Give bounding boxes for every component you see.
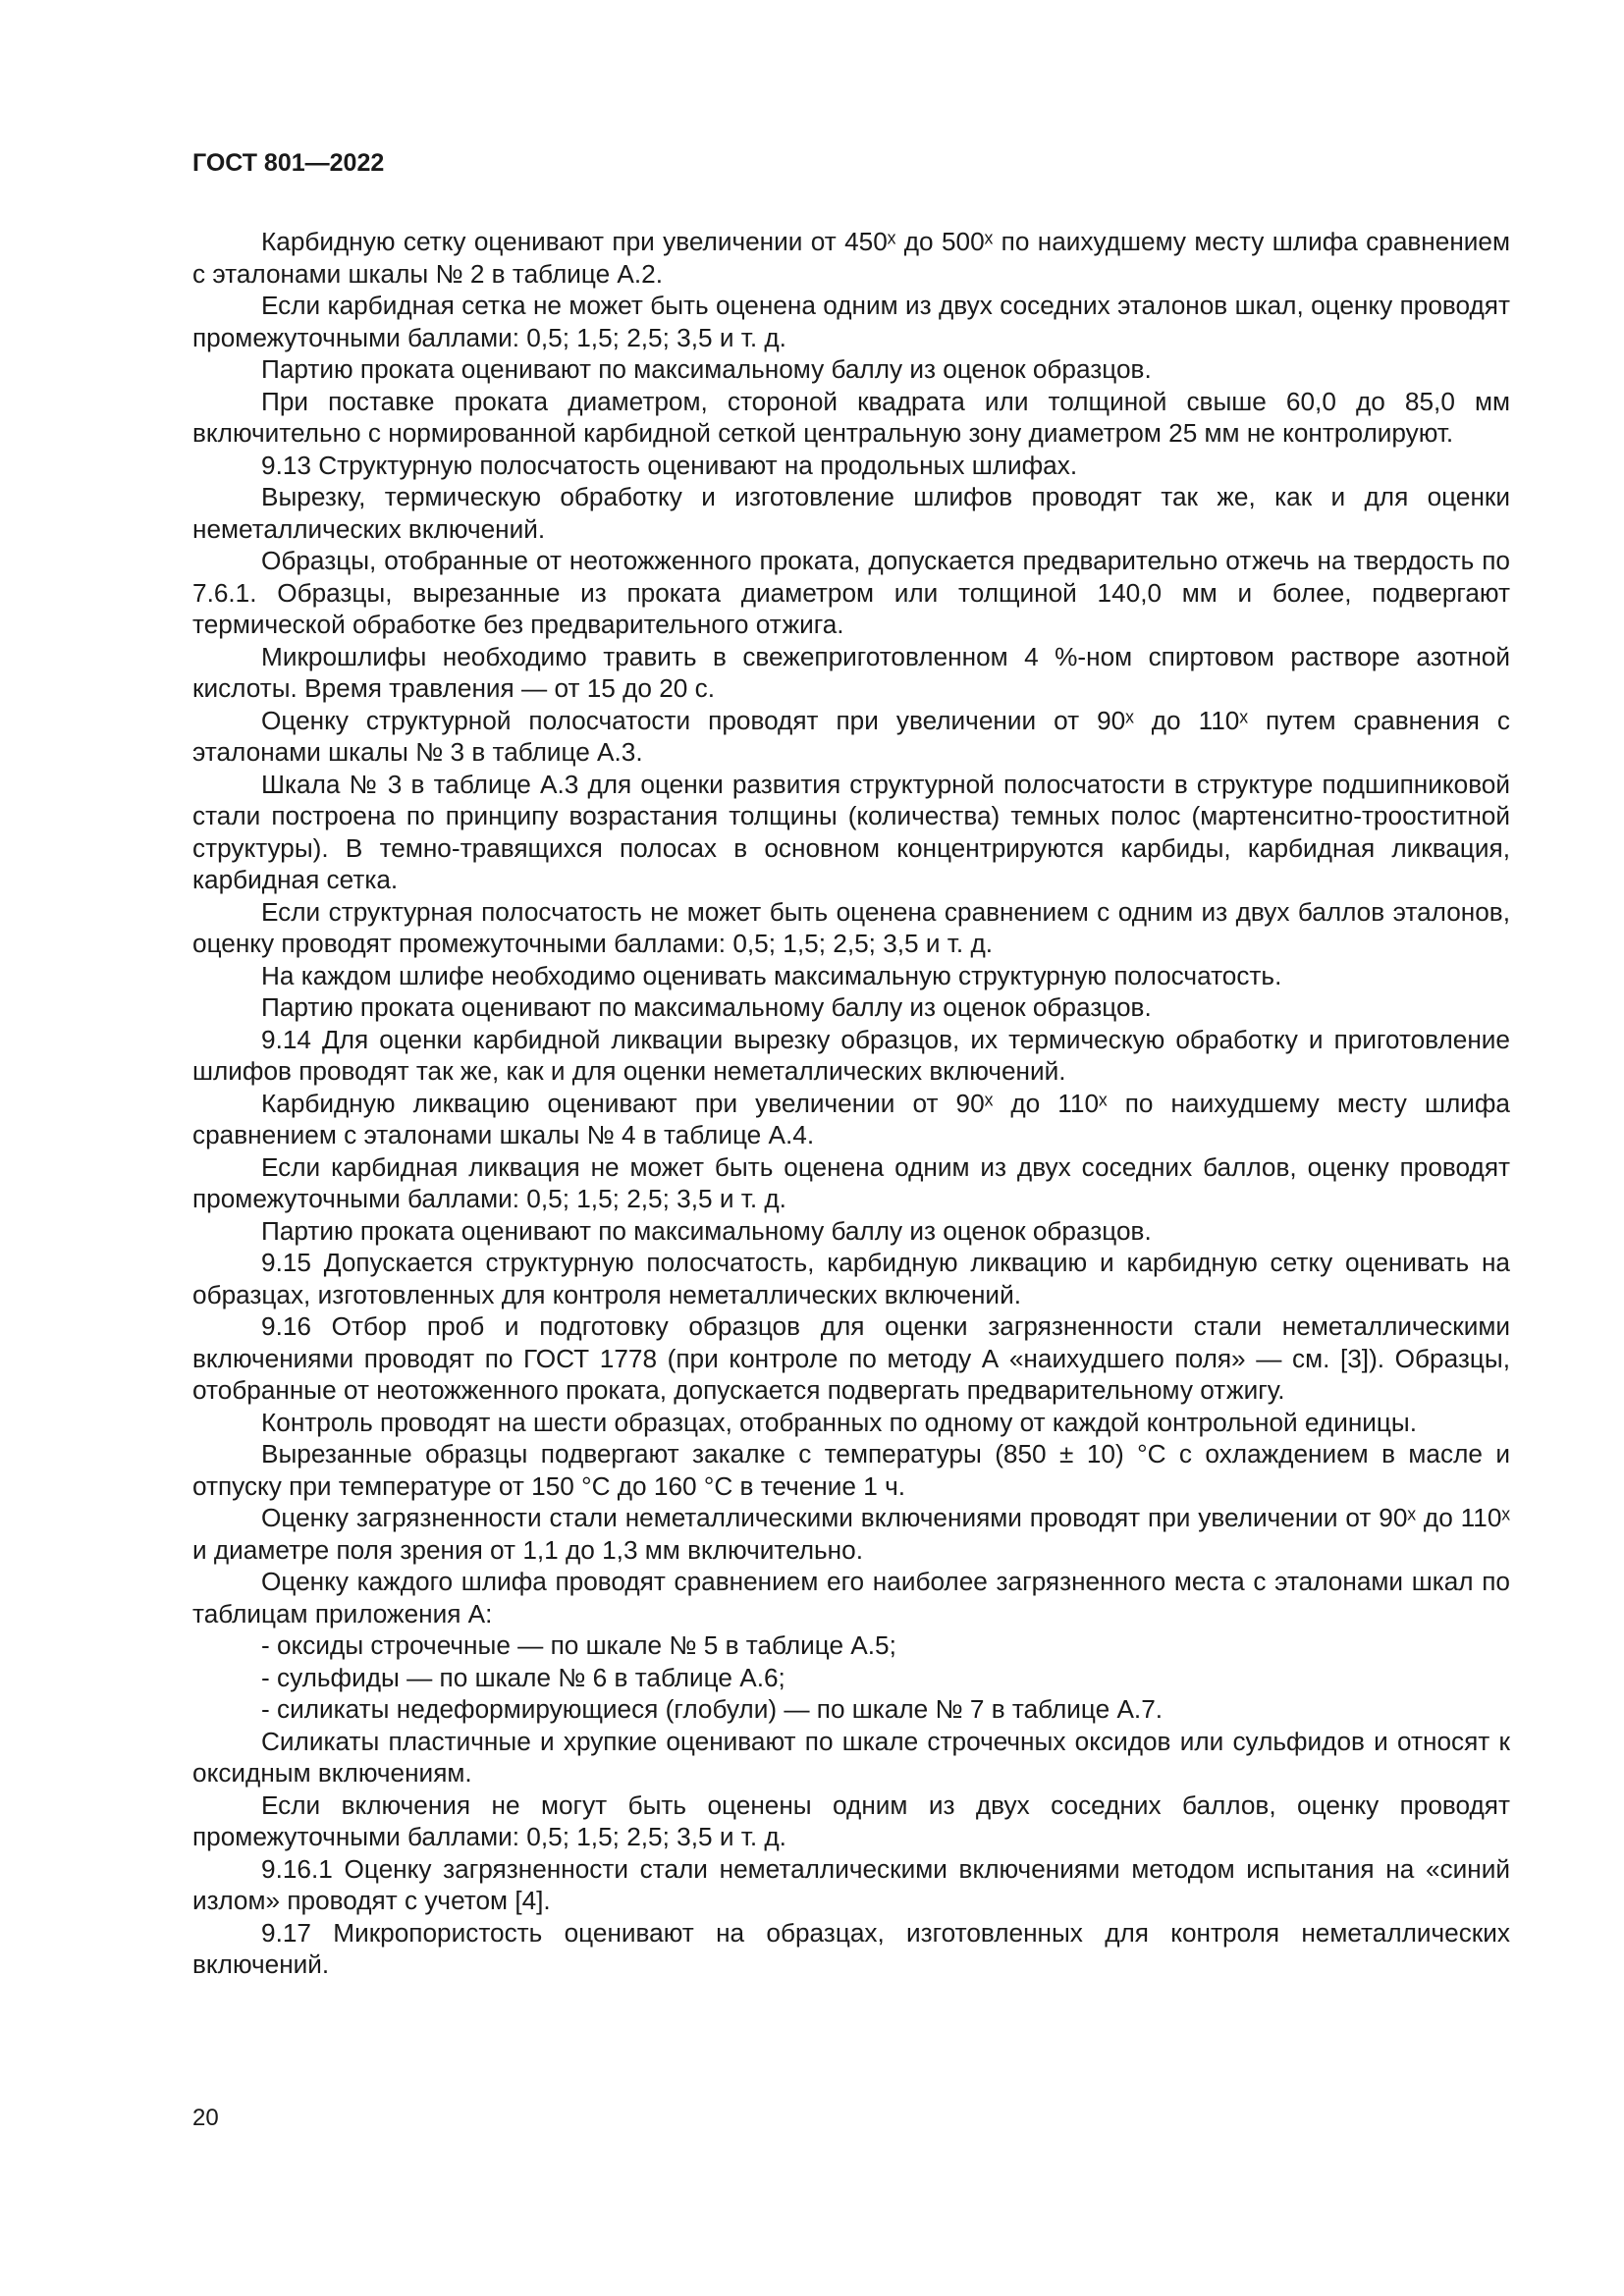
paragraph: Карбидную ликвацию оценивают при увеличении от 90ˣ до 110ˣ по наихудшему месту шлифа сравнением с эталонами шкалы № 4 в таблице А.4. [192, 1088, 1510, 1149]
paragraph: Оценку каждого шлифа проводят сравнением его наиболее загрязненного места с эталонами шкал по таблицам приложения А: [192, 1567, 1510, 1629]
section-paragraph-9-15: 9.15 Допускается структурную полосчатость, карбидную ликвацию и карбидную сетку оценивать на образцах, изготовленных для контроля неметаллических включений. [192, 1248, 1510, 1309]
section-paragraph-9-16: 9.16 Отбор проб и подготовку образцов для оценки загрязненности стали неметаллическими включениями проводят по ГОСТ 1778 (при контроле по методу А «наихудшего поля» — см. [3]). Образцы, отобранные от неотожженного проката, допускается подвергать предварительному отжигу. [192, 1311, 1510, 1405]
paragraph: Вырезанные образцы подвергают закалке с температуры (850 ± 10) °С с охлаждением в масле и отпуску при температуре от 150 °С до 160 °С в течение 1 ч. [192, 1439, 1510, 1501]
paragraph: Шкала № 3 в таблице А.3 для оценки развития структурной полосчатости в структуре подшипниковой стали построена по принципу возрастания толщины (количества) темных полос (мартенситно-трооститной структуры). В темно-травящихся полосах в основном концентрируются карбиды, карбидная ликвация, карбидная сетка. [192, 769, 1510, 894]
paragraph: При поставке проката диаметром, стороной квадрата или толщиной свыше 60,0 до 85,0 мм включительно с нормированной карбидной сеткой центральную зону диаметром 25 мм не контролируют. [192, 386, 1510, 448]
paragraph: Образцы, отобранные от неотожженного проката, допускается предварительно отжечь на твердость по 7.6.1. Образцы, вырезанные из проката диаметром или толщиной 140,0 мм и более, подвергают термической обработке без предварительного отжига. [192, 546, 1510, 639]
paragraph: Контроль проводят на шести образцах, отобранных по одному от каждой контрольной единицы. [261, 1407, 1418, 1437]
page-number: 20 [192, 2105, 219, 2131]
paragraph: На каждом шлифе необходимо оценивать максимальную структурную полосчатость. [261, 960, 1282, 990]
document-body [192, 226, 1510, 1981]
paragraph: Оценку структурной полосчатости проводят при увеличении от 90ˣ до 110ˣ путем сравнения с эталонами шкалы № 3 в таблице А.3. [192, 705, 1510, 767]
section-paragraph-9-16-1: 9.16.1 Оценку загрязненности стали неметаллическими включениями методом испытания на «синий излом» проводят с учетом [4]. [192, 1853, 1510, 1915]
list-item: - силикаты недеформирующиеся (глобули) — по шкале № 7 в таблице А.7. [261, 1694, 1164, 1724]
paragraph: Если карбидная ликвация не может быть оценена одним из двух соседних баллов, оценку проводят промежуточными баллами: 0,5; 1,5; 2,5; 3,5 и т. д. [192, 1151, 1510, 1213]
section-paragraph-9-17: 9.17 Микропористость оценивают на образцах, изготовленных для контроля неметаллических включений. [192, 1917, 1510, 1979]
paragraph: Оценку загрязненности стали неметаллическими включениями проводят при увеличении от 90ˣ до 110ˣ и диаметре поля зрения от 1,1 до 1,3 мм включительно. [192, 1503, 1510, 1565]
paragraph: Партию проката оценивают по максимальному баллу из оценок образцов. [261, 1215, 1152, 1246]
document-header: ГОСТ 801—2022 [192, 149, 385, 177]
paragraph: Микрошлифы необходимо травить в свежеприготовленном 4 %-ном спиртовом растворе азотной кислоты. Время травления — от 15 до 20 с. [192, 641, 1510, 703]
section-paragraph-9-13: 9.13 Структурную полосчатость оценивают на продольных шлифах. [261, 450, 1078, 480]
paragraph: Если включения не могут быть оценены одним из двух соседних баллов, оценку проводят промежуточными баллами: 0,5; 1,5; 2,5; 3,5 и т. д. [192, 1789, 1510, 1851]
paragraph: Партию проката оценивают по максимальному баллу из оценок образцов. [261, 992, 1152, 1022]
list-item: - оксиды строчечные — по шкале № 5 в таблице А.5; [261, 1630, 896, 1660]
section-paragraph-9-14: 9.14 Для оценки карбидной ликвации вырезку образцов, их термическую обработку и приготовление шлифов проводят так же, как и для оценки неметаллических включений. [192, 1024, 1510, 1086]
paragraph: Если структурная полосчатость не может быть оценена сравнением с одним из двух баллов эталонов, оценку проводят промежуточными баллами: 0,5; 1,5; 2,5; 3,5 и т. д. [192, 896, 1510, 958]
paragraph: Если карбидная сетка не может быть оценена одним из двух соседних эталонов шкал, оценку проводят промежуточными баллами: 0,5; 1,5; 2,5; 3,5 и т. д. [192, 291, 1510, 352]
paragraph: Вырезку, термическую обработку и изготовление шлифов проводят так же, как и для оценки неметаллических включений. [192, 482, 1510, 544]
paragraph: Силикаты пластичные и хрупкие оценивают по шкале строчечных оксидов или сульфидов и относят к оксидным включениям. [192, 1726, 1510, 1788]
list-item: - сульфиды — по шкале № 6 в таблице А.6; [261, 1662, 785, 1692]
paragraph: Партию проката оценивают по максимальному баллу из оценок образцов. [261, 354, 1152, 384]
paragraph: Карбидную сетку оценивают при увеличении от 450ˣ до 500ˣ по наихудшему месту шлифа сравнением с эталонами шкалы № 2 в таблице А.2. [192, 227, 1510, 289]
